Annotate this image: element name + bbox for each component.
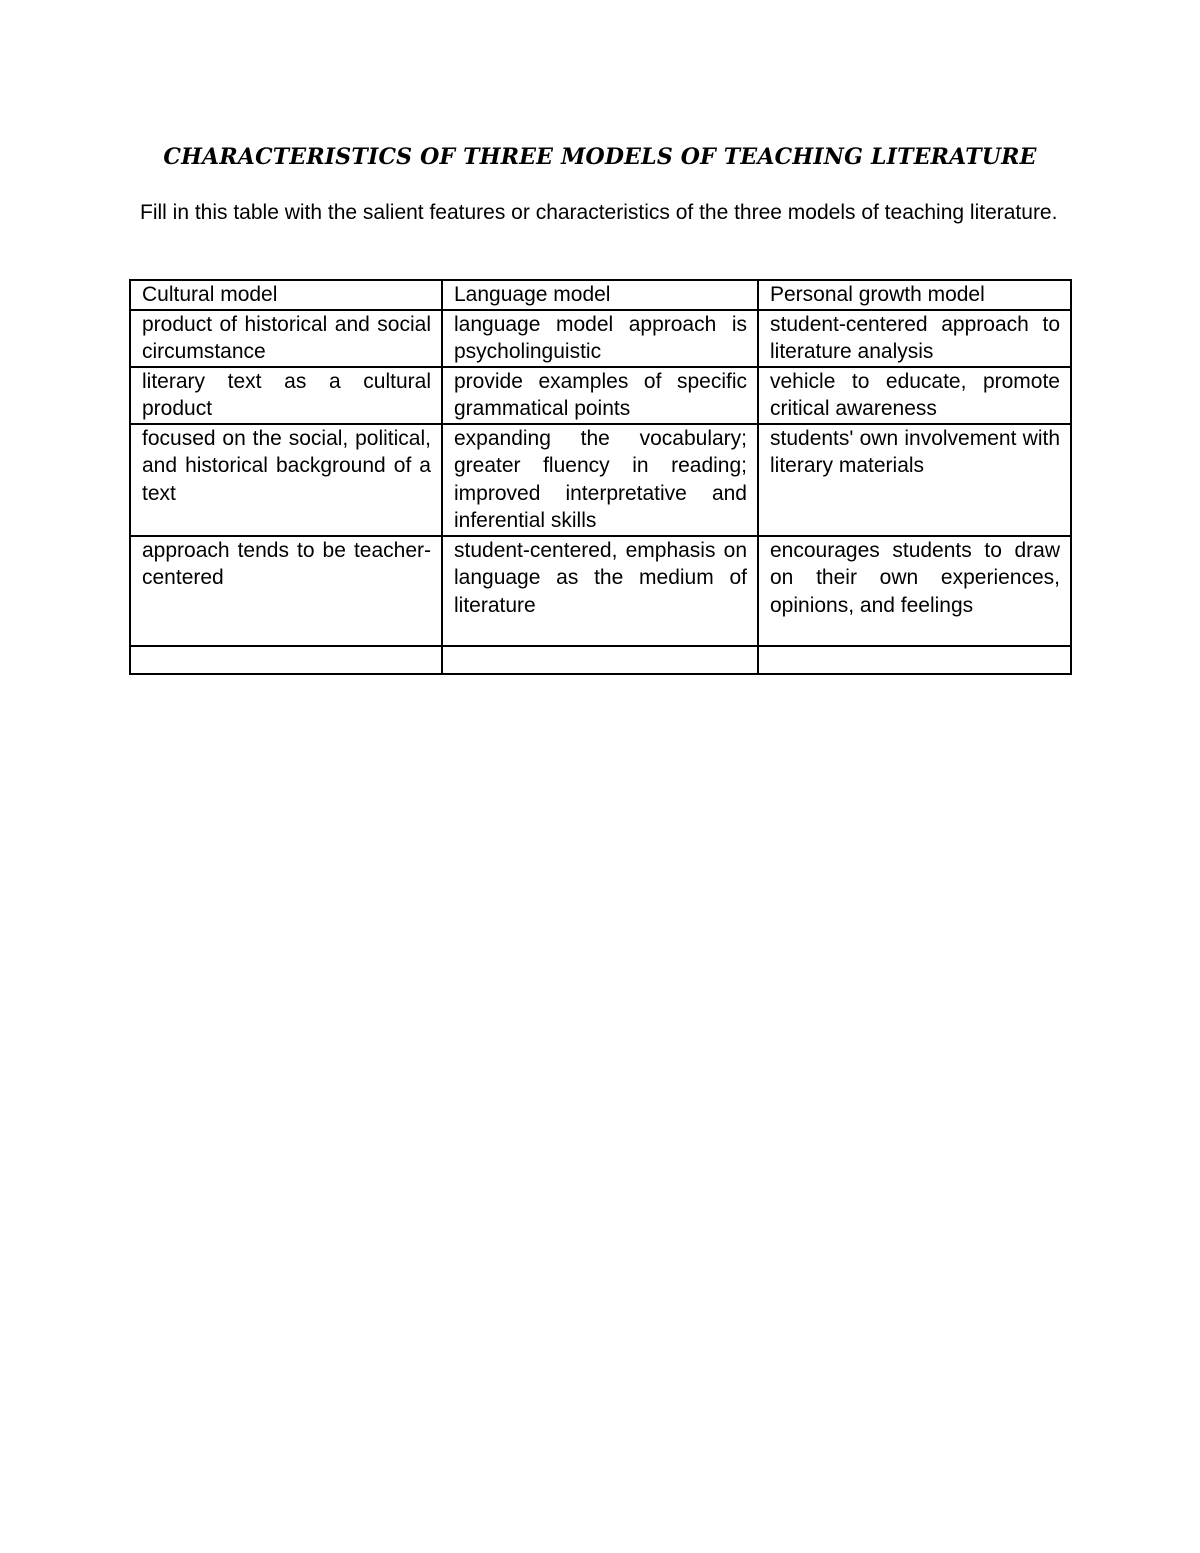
table-cell: focused on the social, political, and historical background of a text: [130, 424, 442, 536]
models-table: [129, 279, 1072, 675]
table-cell: language model approach is psycholinguistic: [442, 310, 758, 367]
table-cell: product of historical and social circumstance: [130, 310, 442, 367]
table-cell: students' own involvement with literary materials: [758, 424, 1071, 536]
table-cell-empty[interactable]: [442, 646, 758, 674]
table-row-empty: [130, 646, 1071, 674]
table-cell: vehicle to educate, promote critical awareness: [758, 367, 1071, 424]
header-language-model: Language model: [442, 280, 758, 310]
table-row: [130, 367, 1071, 424]
table-cell: provide examples of specific grammatical points: [442, 367, 758, 424]
table-cell-empty[interactable]: [758, 646, 1071, 674]
table-cell: encourages students to draw on their own experiences, opinions, and feelings: [758, 536, 1071, 646]
table-cell: expanding the vocabulary; greater fluency in reading; improved interpretative and inferential skills: [442, 424, 758, 536]
table-cell: student-centered, emphasis on language as the medium of literature: [442, 536, 758, 646]
table-row: [130, 536, 1071, 646]
header-cultural-model: Cultural model: [130, 280, 442, 310]
document-title: CHARACTERISTICS OF THREE MODELS OF TEACHING LITERATURE: [163, 144, 1037, 170]
table-cell: literary text as a cultural product: [130, 367, 442, 424]
table-cell: student-centered approach to literature analysis: [758, 310, 1071, 367]
instructions-text: Fill in this table with the salient features or characteristics of the three models of teaching literature.: [140, 201, 1058, 224]
table-row: [130, 424, 1071, 536]
header-personal-growth-model: Personal growth model: [758, 280, 1071, 310]
table-cell-empty[interactable]: [130, 646, 442, 674]
table-cell: approach tends to be teacher-centered: [130, 536, 442, 646]
table-row: [130, 310, 1071, 367]
table-header-row: [130, 280, 1071, 310]
